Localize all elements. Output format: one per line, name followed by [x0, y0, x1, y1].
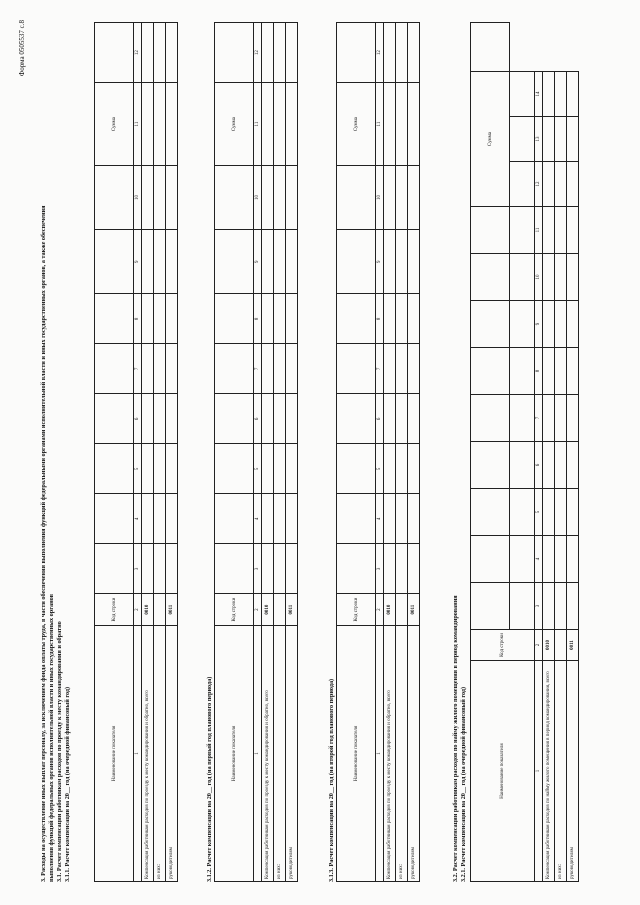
- row-label-of-them: из них:: [555, 661, 567, 882]
- section-title: 3.1.2. Расчет компенсации на 20__ год (на первый год планового периода): [206, 676, 213, 882]
- section-title-lodging: 3.2. Расчет компенсации работникам расходов по найму жилого помещения в период командирования: [452, 595, 459, 882]
- col-indicator-header: Наименование показателя: [215, 625, 254, 881]
- col-num: 4: [376, 494, 384, 544]
- col-num: 2: [535, 630, 543, 661]
- col-num: 12: [535, 162, 543, 207]
- col-num: 3: [535, 583, 543, 630]
- row-code: 0011: [567, 630, 579, 661]
- col-num: 6: [254, 394, 262, 444]
- col-code-header: Код строки: [95, 594, 134, 626]
- col-num: 11: [134, 83, 142, 166]
- col-num: 4: [254, 494, 262, 544]
- col-amount-header: Сумма: [471, 72, 510, 207]
- col-code-header: Код строки: [337, 594, 376, 626]
- row-code: 0010: [543, 630, 555, 661]
- col-num: 12: [134, 23, 142, 83]
- table-block-3: [328, 22, 438, 882]
- col-num: 13: [535, 117, 543, 162]
- table-3-1-1: [94, 22, 178, 882]
- row-label-total: Компенсация работникам расходов по проезду к месту командирования и обратно, всего: [262, 625, 274, 881]
- table-block-4: [452, 22, 602, 882]
- col-num: 10: [254, 165, 262, 229]
- row-label-of-them: из них:: [154, 625, 166, 881]
- row-label-total: Компенсация работникам расходов по проезду к месту командирования и обратно, всего: [384, 625, 396, 881]
- col-num: 11: [254, 83, 262, 166]
- col-num: 2: [134, 594, 142, 626]
- col-num: 9: [535, 301, 543, 348]
- col-num: 6: [134, 394, 142, 444]
- section-title: 3.2.1. Расчет компенсации на 20__ год (на очередной финансовый год): [460, 686, 467, 882]
- col-num: 1: [376, 625, 384, 881]
- row-label-heads: руководителям: [567, 661, 579, 882]
- col-num: 3: [376, 544, 384, 594]
- col-num: 9: [254, 230, 262, 294]
- heading-line-3: 3.1. Расчет компенсации работникам расходов по проезду к месту командирования и обратно: [56, 621, 63, 882]
- row-code: 0010: [384, 594, 396, 626]
- col-code-header: Код строки: [215, 594, 254, 626]
- col-num: 11: [376, 83, 384, 166]
- col-num: 7: [535, 395, 543, 442]
- table-3-2-1: [470, 22, 579, 882]
- col-num: 3: [254, 544, 262, 594]
- table-3-1-3: [336, 22, 420, 882]
- row-label-of-them: из них:: [396, 625, 408, 881]
- col-amount-header: Сумма: [215, 83, 254, 166]
- heading-line-2: выполнения функций федеральных органов исполнительной власти и иных государственных органов: [48, 594, 55, 882]
- col-num: 1: [254, 625, 262, 881]
- col-num: 10: [134, 165, 142, 229]
- row-code: 0011: [408, 594, 420, 626]
- col-num: 11: [535, 207, 543, 254]
- col-indicator-header: Наименование показателя: [337, 625, 376, 881]
- row-label-heads: руководителям: [286, 625, 298, 881]
- col-indicator-header: Наименование показателя: [95, 625, 134, 881]
- col-num: 5: [254, 444, 262, 494]
- row-label-heads: руководителям: [408, 625, 420, 881]
- col-num: 8: [376, 294, 384, 344]
- col-num: 7: [134, 344, 142, 394]
- row-code: 0010: [262, 594, 274, 626]
- row-code: 0010: [142, 594, 154, 626]
- col-num: 5: [535, 489, 543, 536]
- col-num: 6: [535, 442, 543, 489]
- row-code: 0011: [286, 594, 298, 626]
- rotated-content: [10, 12, 630, 892]
- col-num: 2: [376, 594, 384, 626]
- heading-line-1: 3. Расходы на осуществление иных выплат персоналу, за исключением фонда оплаты труда, в части обеспечения выполнения функций федеральными органами исполнительной власти и иных государственных органов, а также обеспечения: [40, 205, 47, 882]
- section-title: 3.1.3. Расчет компенсации на 20__ год (на второй год планового периода): [328, 678, 335, 882]
- table-block-1: [86, 22, 196, 882]
- col-num: 10: [535, 254, 543, 301]
- col-num: 4: [535, 536, 543, 583]
- col-num: 6: [376, 394, 384, 444]
- col-num: 5: [134, 444, 142, 494]
- col-num: 8: [535, 348, 543, 395]
- col-amount-header: Сумма: [337, 83, 376, 166]
- col-num: 8: [134, 294, 142, 344]
- col-num: 5: [376, 444, 384, 494]
- row-code: 0011: [166, 594, 178, 626]
- col-num: 2: [254, 594, 262, 626]
- row-label-of-them: из них:: [274, 625, 286, 881]
- row-label-heads: руководителям: [166, 625, 178, 881]
- col-num: 10: [376, 165, 384, 229]
- col-num: 14: [535, 72, 543, 117]
- col-num: 3: [134, 544, 142, 594]
- col-amount-header: Сумма: [95, 83, 134, 166]
- col-num: 8: [254, 294, 262, 344]
- heading-line-4: 3.1.1. Расчет компенсации на 20__ год (на очередной финансовый год): [64, 686, 71, 882]
- col-num: 1: [535, 661, 543, 882]
- col-num: 12: [376, 23, 384, 83]
- form-code: Форма 0505537 с.8: [18, 20, 26, 77]
- col-indicator-header: Наименование показателя: [471, 661, 535, 882]
- col-num: 12: [254, 23, 262, 83]
- table-3-1-2: [214, 22, 298, 882]
- col-code-header: Код строки: [471, 630, 535, 661]
- row-label-total: Компенсация работникам расходов по найму жилого помещения в период командирования, всего: [543, 661, 555, 882]
- col-num: 1: [134, 625, 142, 881]
- col-num: 7: [254, 344, 262, 394]
- col-num: 9: [376, 230, 384, 294]
- col-num: 7: [376, 344, 384, 394]
- col-num: 9: [134, 230, 142, 294]
- row-label-total: Компенсация работникам расходов по проезду к месту командирования и обратно, всего: [142, 625, 154, 881]
- col-num: 4: [134, 494, 142, 544]
- table-block-2: [206, 22, 316, 882]
